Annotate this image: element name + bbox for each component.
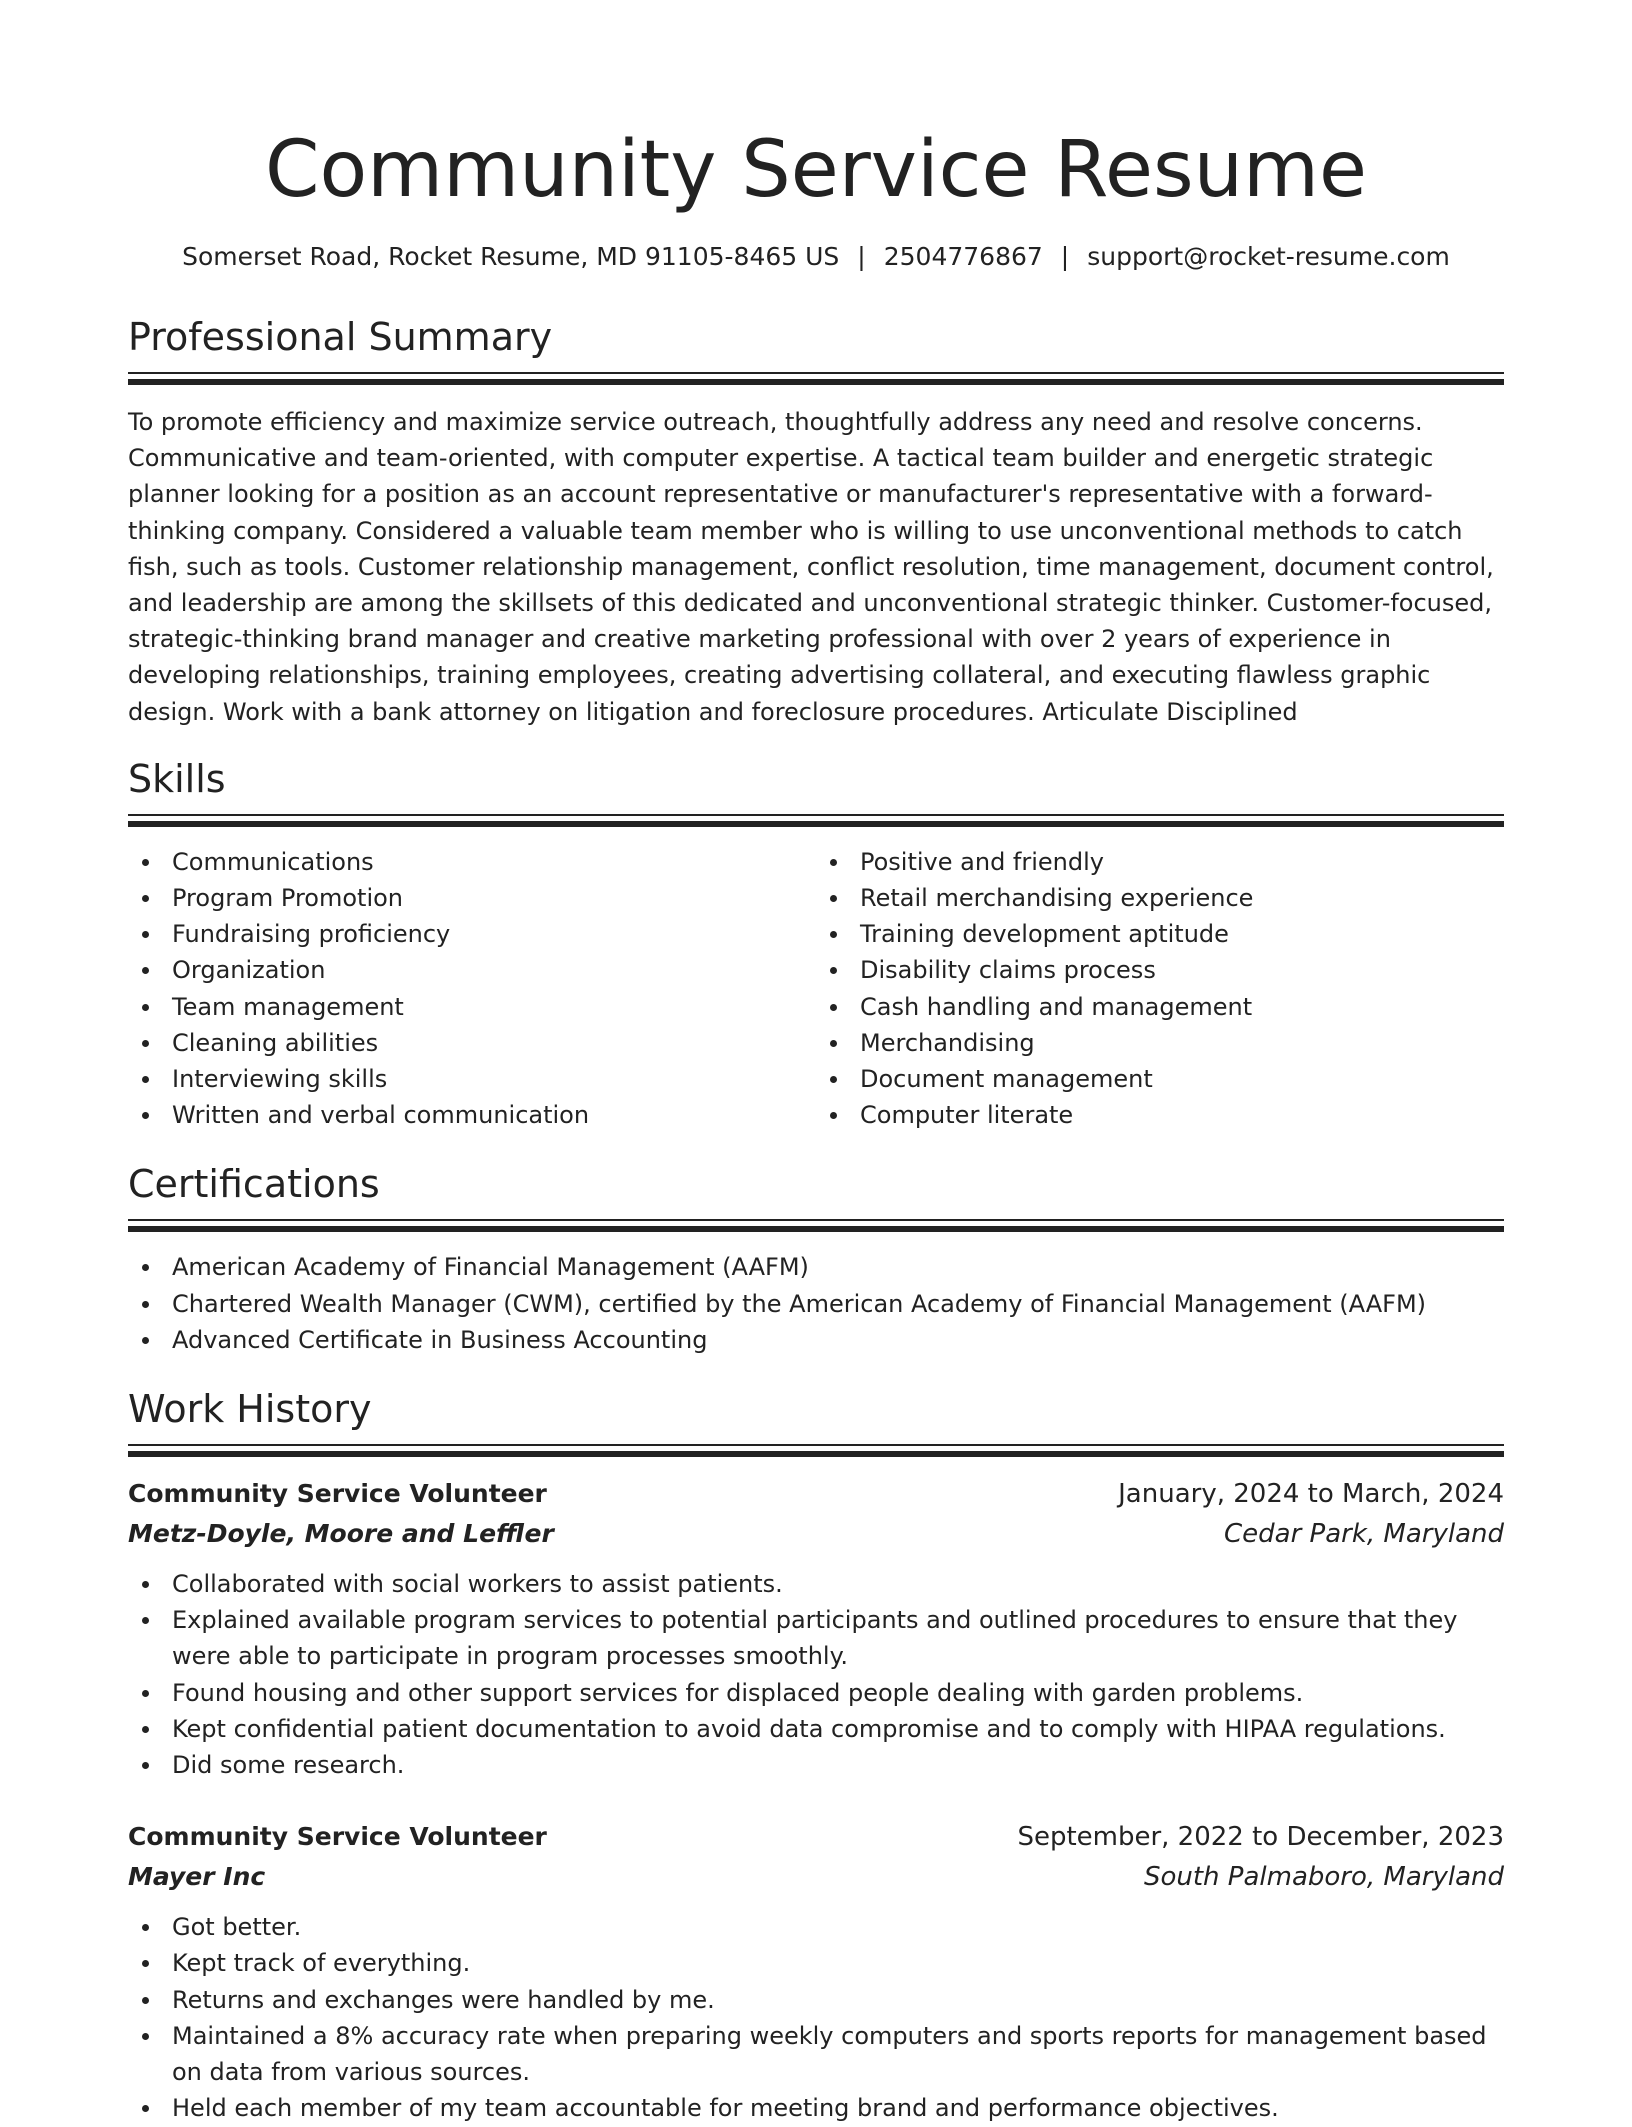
skill-item: Fundraising proficiency <box>128 916 816 952</box>
resume-content <box>128 120 1504 2127</box>
skill-item: Program Promotion <box>128 880 816 916</box>
skills-right-list <box>816 844 1504 1134</box>
summary-section <box>128 314 1504 730</box>
job-bullet: Explained available program services to potential participants and outlined procedures to ensure that they were able to participate in program processes smoothly. <box>128 1602 1504 1674</box>
job-header-row <box>128 1474 1504 1514</box>
section-title: Skills <box>128 756 226 801</box>
job-entry <box>128 1474 1504 1783</box>
skill-item: Merchandising <box>816 1025 1504 1061</box>
section-divider <box>128 814 1504 826</box>
job-location: Cedar Park, Maryland <box>1223 1519 1504 1550</box>
skills-section <box>128 756 1504 1134</box>
summary-text: To promote efficiency and maximize service outreach, thoughtfully address any need and resolve concerns. Communicative and team-oriented, with computer expertise. A tactical team builder and energetic strategic planner looking for a position as an account representative or manufacturer's representative with a forward-thinking company. Considered a valuable team member who is willing to use unconventional methods to catch fish, such as tools. Customer relationship management, conflict resolution, time management, document control, and leadership are among the skillsets of this dedicated and unconventional strategic thinker. Customer-focused, strategic-thinking brand manager and creative marketing professional with over 2 years of experience in developing relationships, training employees, creating advertising collateral, and executing flawless graphic design. Work with a bank attorney on litigation and foreclosure procedures. Articulate Disciplined <box>128 408 1494 726</box>
work-history-section <box>128 1386 1504 2126</box>
job-bullet: Got better. <box>128 1909 1504 1945</box>
section-divider <box>128 372 1504 384</box>
job-company-row <box>128 1857 1504 1897</box>
job-bullet: Kept track of everything. <box>128 1945 1504 1981</box>
contact-address: Somerset Road, Rocket Resume, MD 91105-8465 US <box>182 242 840 271</box>
job-title: Community Service Volunteer <box>128 1822 547 1852</box>
contact-phone: 2504776867 <box>883 242 1043 271</box>
resume-name: Community Service Resume <box>264 125 1368 215</box>
job-entry <box>128 1817 1504 2126</box>
certification-item: Chartered Wealth Manager (CWM), certified by the American Academy of Financial Management (AAFM) <box>128 1286 1504 1322</box>
skill-item: Retail merchandising experience <box>816 880 1504 916</box>
job-company: Metz-Doyle, Moore and Leffler <box>128 1519 554 1549</box>
certifications-section <box>128 1161 1504 1358</box>
skill-item: Training development aptitude <box>816 916 1504 952</box>
job-bullet: Collaborated with social workers to assist patients. <box>128 1566 1504 1602</box>
skill-item: Disability claims process <box>816 952 1504 988</box>
section-divider <box>128 1219 1504 1231</box>
section-divider <box>128 1444 1504 1456</box>
contact-email: support@rocket-resume.com <box>1087 242 1450 271</box>
job-bullet: Held each member of my team accountable for meeting brand and performance objectives. <box>128 2090 1504 2126</box>
skill-item: Organization <box>128 952 816 988</box>
certification-item: American Academy of Financial Management (AAFM) <box>128 1249 1504 1285</box>
skills-grid <box>128 844 1504 1134</box>
contact-line <box>128 240 1504 274</box>
job-dates: September, 2022 to December, 2023 <box>1017 1822 1504 1853</box>
job-bullet: Kept confidential patient documentation to avoid data compromise and to comply with HIPAA regulations. <box>128 1711 1504 1747</box>
job-company: Mayer Inc <box>128 1862 266 1892</box>
skill-item: Cash handling and management <box>816 989 1504 1025</box>
job-bullets <box>128 1909 1504 2126</box>
skill-item: Written and verbal communication <box>128 1097 816 1133</box>
skill-item: Positive and friendly <box>816 844 1504 880</box>
section-title: Certifications <box>128 1162 380 1207</box>
certifications-list <box>128 1249 1504 1358</box>
job-company-row <box>128 1514 1504 1554</box>
job-dates: January, 2024 to March, 2024 <box>1118 1479 1504 1510</box>
skill-item: Document management <box>816 1061 1504 1097</box>
skill-item: Computer literate <box>816 1097 1504 1133</box>
skill-item: Communications <box>128 844 816 880</box>
section-title: Professional Summary <box>128 315 553 359</box>
skill-item: Interviewing skills <box>128 1061 816 1097</box>
certification-item: Advanced Certificate in Business Accounting <box>128 1322 1504 1358</box>
skill-item: Team management <box>128 989 816 1025</box>
job-bullet: Found housing and other support services for displaced people dealing with garden problems. <box>128 1675 1504 1711</box>
job-bullets <box>128 1566 1504 1783</box>
job-location: South Palmaboro, Maryland <box>1143 1862 1504 1893</box>
job-title: Community Service Volunteer <box>128 1479 547 1509</box>
job-bullet: Returns and exchanges were handled by me. <box>128 1982 1504 2018</box>
contact-separator: | <box>1060 242 1070 271</box>
skills-left-list <box>128 844 816 1134</box>
section-title: Work History <box>128 1387 372 1432</box>
job-bullet: Did some research. <box>128 1747 1504 1783</box>
job-bullet: Maintained a 8% accuracy rate when preparing weekly computers and sports reports for management based on data from various sources. <box>128 2018 1504 2090</box>
job-header-row <box>128 1817 1504 1857</box>
contact-separator: | <box>857 242 866 271</box>
skill-item: Cleaning abilities <box>128 1025 816 1061</box>
